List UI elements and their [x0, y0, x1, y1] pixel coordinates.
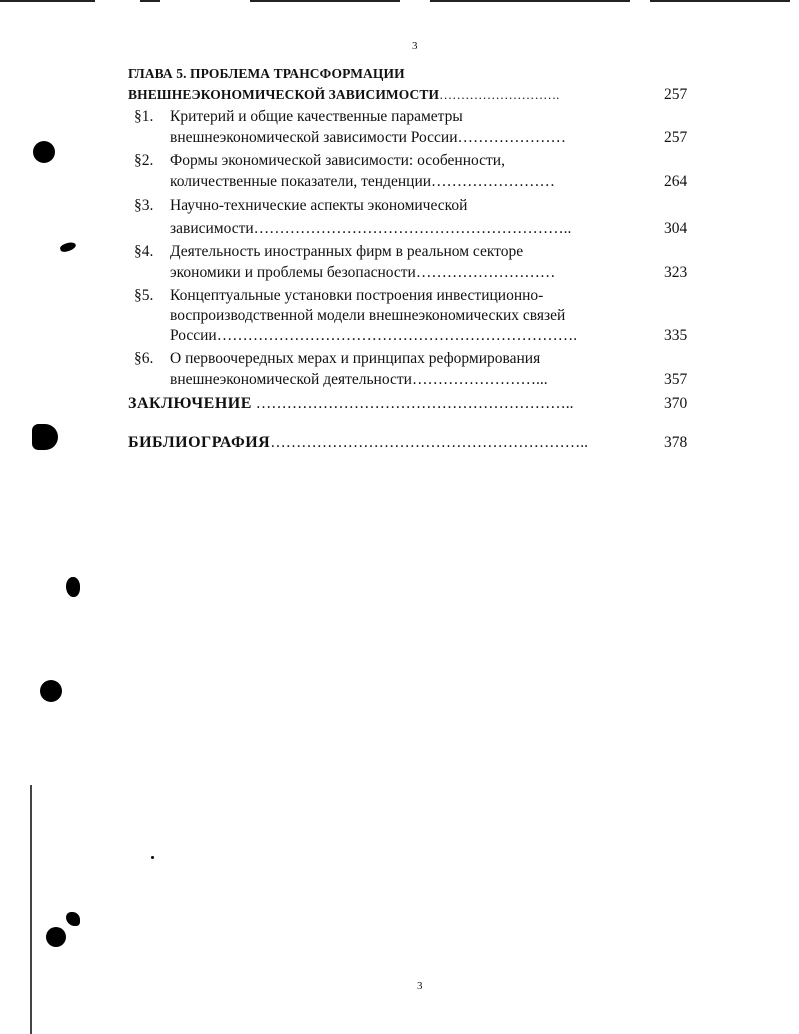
- conclusion-leader: ……………………………………………………..: [251, 395, 574, 412]
- chapter-leader: ……………………….: [439, 87, 560, 102]
- ink-blot-mark: [66, 577, 80, 597]
- scan-edge-line: [30, 785, 32, 1034]
- scan-top-line: [430, 0, 630, 2]
- section-title: количественные показатели, тенденции……………………: [170, 173, 556, 190]
- section-title: внешнеэкономической деятельности……………………...: [170, 371, 548, 388]
- ink-blot-mark: [59, 241, 77, 254]
- section-page: 257: [664, 129, 688, 146]
- chapter-title-line2-row: [128, 86, 559, 104]
- section-number: §1.: [134, 108, 154, 125]
- section-page: 323: [664, 264, 688, 281]
- section-number: §3.: [134, 197, 154, 214]
- section-number: §4.: [134, 243, 154, 260]
- bibliography-label: БИБЛИОГРАФИЯ: [128, 434, 271, 451]
- section-title: О первоочередных мерах и принципах реформирования: [170, 350, 541, 367]
- section-title: Концептуальные установки построения инвестиционно-: [170, 287, 544, 304]
- bibliography-row: [128, 434, 588, 452]
- section-title: воспроизводственной модели внешнеэкономических связей: [170, 307, 566, 324]
- ink-blot-mark: [151, 856, 154, 859]
- page-number-top: 3: [412, 40, 418, 52]
- section-title: зависимости……………………………………………………..: [170, 220, 572, 237]
- scan-top-line: [250, 0, 400, 2]
- section-title: Формы экономической зависимости: особенности,: [170, 152, 505, 169]
- punch-hole-mark: [46, 927, 66, 947]
- section-title: внешнеэкономической зависимости России…………………: [170, 129, 566, 146]
- section-number: §2.: [134, 152, 154, 169]
- page-number-bottom: 3: [417, 980, 423, 992]
- section-title: Критерий и общие качественные параметры: [170, 108, 463, 125]
- section-number: §6.: [134, 350, 154, 367]
- section-title: Научно-технические аспекты экономической: [170, 197, 468, 214]
- chapter-title-line2: ВНЕШНЕЭКОНОМИЧЕСКОЙ ЗАВИСИМОСТИ: [128, 87, 440, 102]
- ink-blot-mark: [66, 912, 80, 926]
- bibliography-leader: ……………………………………………………..: [270, 434, 588, 451]
- punch-hole-mark: [33, 141, 55, 163]
- bibliography-page: 378: [664, 434, 688, 451]
- ink-blot-mark: [32, 424, 58, 450]
- scan-top-line: [140, 0, 160, 2]
- section-page: 304: [664, 220, 688, 237]
- conclusion-page: 370: [664, 395, 688, 412]
- scan-top-line: [0, 0, 95, 2]
- section-title: экономики и проблемы безопасности………………………: [170, 264, 556, 281]
- section-number: §5.: [134, 287, 154, 304]
- section-title: России…………………………………………………………….: [170, 327, 578, 344]
- chapter-page: 257: [664, 86, 688, 103]
- conclusion-row: [128, 395, 574, 413]
- punch-hole-mark: [40, 680, 62, 702]
- conclusion-label: ЗАКЛЮЧЕНИЕ: [128, 395, 252, 412]
- section-page: 357: [664, 371, 688, 388]
- chapter-title-line1: ГЛАВА 5. ПРОБЛЕМА ТРАНСФОРМАЦИИ: [128, 66, 405, 81]
- section-page: 335: [664, 327, 688, 344]
- section-page: 264: [664, 173, 688, 190]
- scan-top-line: [650, 0, 790, 2]
- section-title: Деятельность иностранных фирм в реальном секторе: [170, 243, 524, 260]
